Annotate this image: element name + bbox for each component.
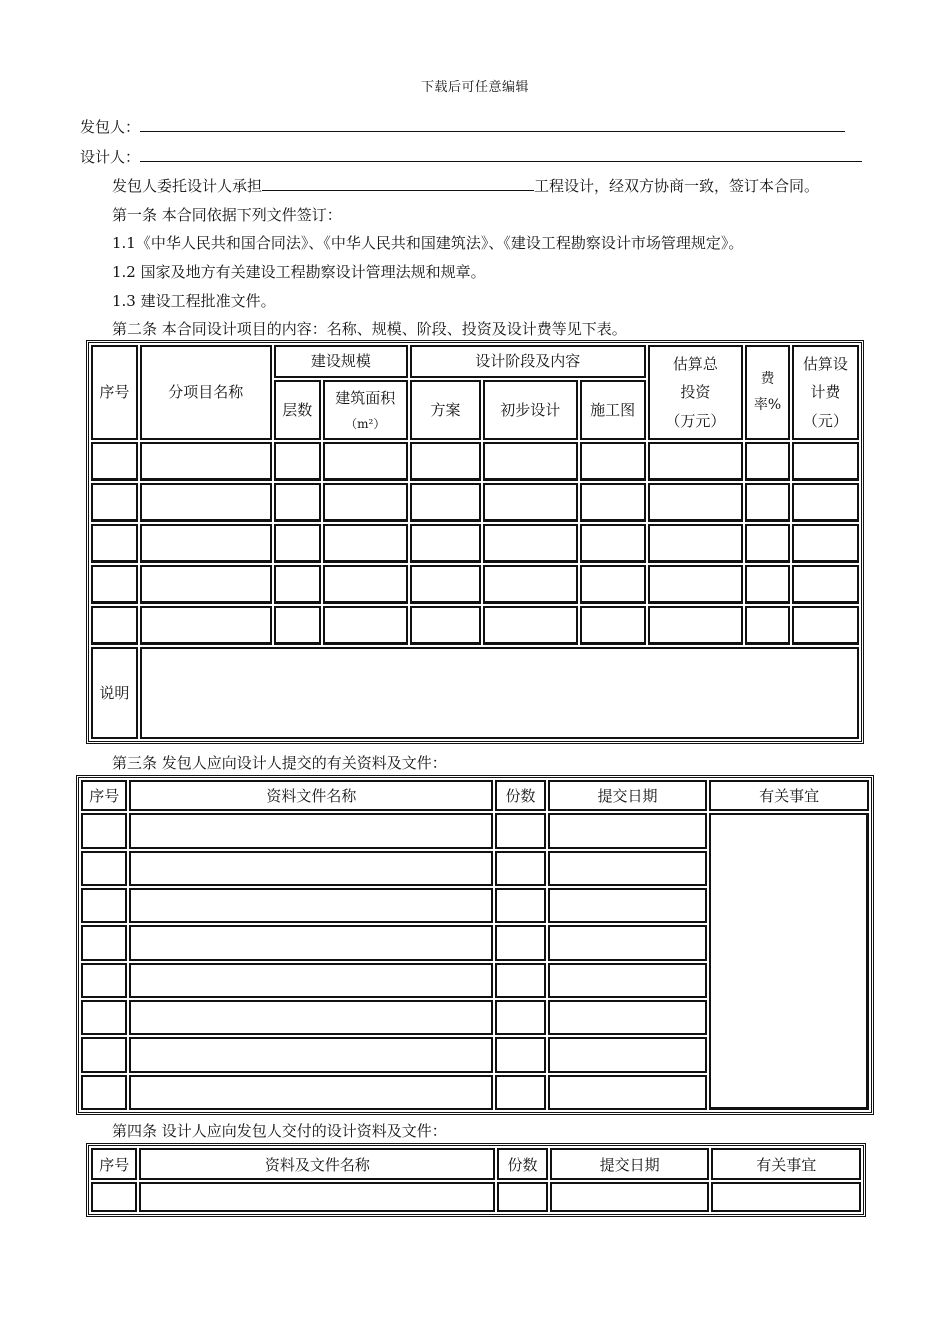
table-cell[interactable] — [91, 1182, 137, 1212]
article2-title: 第二条 本合同设计项目的内容：名称、规模、阶段、投资及设计费等见下表。 — [112, 320, 627, 338]
table-cell[interactable] — [323, 483, 408, 522]
col-preliminary: 初步设计 — [483, 380, 578, 439]
project-name-blank[interactable] — [262, 176, 534, 191]
table-cell[interactable] — [495, 1037, 546, 1072]
table-cell[interactable] — [495, 1000, 546, 1035]
table-cell[interactable] — [129, 963, 493, 998]
article1-item-2: 1.2 国家及地方有关建设工程勘察设计管理法规和规章。 — [112, 263, 486, 281]
table-cell[interactable] — [129, 925, 493, 960]
col-floors: 层数 — [274, 380, 321, 439]
table-cell[interactable] — [548, 888, 708, 923]
table-cell[interactable] — [140, 442, 272, 481]
table-cell[interactable] — [81, 1000, 127, 1035]
employer-line — [80, 116, 845, 137]
table-cell[interactable] — [129, 1037, 493, 1072]
table-cell[interactable] — [140, 483, 272, 522]
table-cell[interactable] — [548, 851, 708, 886]
table-cell[interactable] — [81, 851, 127, 886]
table-cell[interactable] — [81, 963, 127, 998]
col-rate: 费率% — [745, 345, 790, 440]
employer-blank[interactable] — [140, 117, 845, 132]
table-cell[interactable] — [91, 565, 138, 604]
table-cell[interactable] — [410, 606, 481, 645]
table-cell[interactable] — [495, 925, 546, 960]
table-cell[interactable] — [483, 606, 578, 645]
table-cell[interactable] — [745, 606, 790, 645]
table-cell[interactable] — [580, 565, 646, 604]
table-cell[interactable] — [140, 606, 272, 645]
table-cell[interactable] — [81, 1037, 127, 1072]
table-cell[interactable] — [483, 524, 578, 563]
table-row — [91, 606, 859, 645]
table-cell[interactable] — [274, 524, 321, 563]
t3-col-name: 资料及文件名称 — [139, 1148, 495, 1180]
article1-item-1: 1.1《中华人民共和国合同法》、《中华人民共和国建筑法》、《建设工程勘察设计市场管理规定》。 — [112, 234, 744, 252]
table-cell[interactable] — [548, 813, 708, 848]
materials-to-submit-table — [76, 775, 874, 1115]
table-cell[interactable] — [648, 442, 744, 481]
article3-title: 第三条 发包人应向设计人提交的有关资料及文件： — [112, 754, 447, 772]
table-cell[interactable] — [745, 524, 790, 563]
table-cell[interactable] — [495, 963, 546, 998]
table-cell[interactable] — [792, 606, 859, 645]
table-cell[interactable] — [548, 1037, 708, 1072]
table-row — [91, 1182, 861, 1212]
col-area: 建筑面积 （m²） — [323, 380, 408, 439]
intro-paragraph — [112, 175, 819, 196]
intro-after: 工程设计，经双方协商一致，签订本合同。 — [534, 177, 820, 195]
table-cell[interactable] — [497, 1182, 548, 1212]
article1-item-3: 1.3 建设工程批准文件。 — [112, 292, 276, 310]
table-cell[interactable] — [410, 565, 481, 604]
table-cell[interactable] — [410, 524, 481, 563]
table-row — [81, 813, 869, 848]
designer-blank[interactable] — [140, 147, 862, 162]
table-cell[interactable] — [140, 524, 272, 563]
table-cell[interactable] — [580, 442, 646, 481]
table-cell[interactable] — [745, 483, 790, 522]
table-cell[interactable] — [745, 565, 790, 604]
table-cell[interactable] — [648, 606, 744, 645]
table-cell[interactable] — [580, 606, 646, 645]
t2-col-date: 提交日期 — [548, 780, 708, 811]
table-cell[interactable] — [548, 1000, 708, 1035]
t2-col-copies: 份数 — [495, 780, 546, 811]
table-cell[interactable] — [648, 565, 744, 604]
table-cell[interactable] — [792, 442, 859, 481]
article4-title: 第四条 设计人应向发包人交付的设计资料及文件： — [112, 1122, 447, 1140]
table-cell[interactable] — [81, 925, 127, 960]
table-cell[interactable] — [81, 813, 127, 848]
table-cell[interactable] — [495, 851, 546, 886]
intro-before: 发包人委托设计人承担 — [112, 177, 263, 195]
table-cell[interactable] — [495, 1075, 546, 1110]
table-cell[interactable] — [648, 483, 744, 522]
table-cell[interactable] — [550, 1182, 710, 1212]
col-design-fee: 估算设 计费 （元） — [792, 345, 859, 440]
table-cell[interactable] — [745, 442, 790, 481]
table-cell[interactable] — [129, 1075, 493, 1110]
t3-col-seq: 序号 — [91, 1148, 137, 1180]
table-cell[interactable] — [274, 442, 321, 481]
table-cell[interactable] — [140, 565, 272, 604]
col-scheme: 方案 — [410, 380, 481, 439]
table-cell[interactable] — [323, 565, 408, 604]
col-scale-group: 建设规模 — [274, 345, 408, 378]
table-cell[interactable] — [792, 565, 859, 604]
table-cell[interactable] — [483, 442, 578, 481]
table-cell[interactable] — [129, 851, 493, 886]
t2-col-name: 资料文件名称 — [129, 780, 493, 811]
table-cell[interactable] — [129, 888, 493, 923]
table-cell[interactable] — [548, 1075, 708, 1110]
table-row — [91, 483, 859, 522]
deliverables-table — [86, 1143, 866, 1217]
t2-col-seq: 序号 — [81, 780, 127, 811]
t3-col-date: 提交日期 — [550, 1148, 710, 1180]
table-cell[interactable] — [129, 813, 493, 848]
t2-col-remarks: 有关事宜 — [709, 780, 869, 811]
col-investment: 估算总 投资 （万元） — [648, 345, 744, 440]
table-cell[interactable] — [323, 442, 408, 481]
design-items-table — [86, 340, 864, 744]
table-cell[interactable] — [81, 1075, 127, 1110]
table-cell[interactable] — [274, 565, 321, 604]
table-cell[interactable] — [548, 963, 708, 998]
designer-line — [80, 146, 862, 167]
col-stage-group: 设计阶段及内容 — [410, 345, 646, 378]
table-row — [91, 565, 859, 604]
table-cell[interactable] — [580, 524, 646, 563]
table-cell[interactable] — [792, 483, 859, 522]
designer-label: 设计人： — [80, 148, 141, 166]
notes-label: 说明 — [91, 647, 138, 739]
table-cell[interactable] — [711, 1182, 861, 1212]
t2-remarks-cell[interactable] — [709, 813, 869, 1110]
col-seq: 序号 — [91, 345, 138, 440]
table-cell[interactable] — [648, 524, 744, 563]
table-cell[interactable] — [410, 483, 481, 522]
t3-col-copies: 份数 — [497, 1148, 548, 1180]
notes-cell[interactable] — [140, 647, 859, 739]
table-cell[interactable] — [792, 524, 859, 563]
table-row — [91, 524, 859, 563]
table-cell[interactable] — [410, 442, 481, 481]
employer-label: 发包人： — [80, 118, 141, 136]
header-note: 下载后可任意编辑 — [420, 80, 529, 95]
table-cell[interactable] — [495, 813, 546, 848]
table-cell[interactable] — [91, 606, 138, 645]
table-row — [91, 442, 859, 481]
table-cell[interactable] — [139, 1182, 495, 1212]
table-cell[interactable] — [323, 524, 408, 563]
col-item-name: 分项目名称 — [140, 345, 272, 440]
table-cell[interactable] — [91, 524, 138, 563]
table-cell[interactable] — [129, 1000, 493, 1035]
table-cell[interactable] — [81, 888, 127, 923]
article1-title: 第一条 本合同依据下列文件签订： — [112, 206, 342, 224]
table-cell[interactable] — [495, 888, 546, 923]
table-cell[interactable] — [274, 483, 321, 522]
table-cell[interactable] — [580, 483, 646, 522]
table-cell[interactable] — [91, 442, 138, 481]
table-cell[interactable] — [548, 925, 708, 960]
col-construction-drawing: 施工图 — [580, 380, 646, 439]
t3-col-remarks: 有关事宜 — [711, 1148, 861, 1180]
table-cell[interactable] — [274, 606, 321, 645]
table-cell[interactable] — [483, 565, 578, 604]
table-cell[interactable] — [483, 483, 578, 522]
table-cell[interactable] — [323, 606, 408, 645]
table-cell[interactable] — [91, 483, 138, 522]
